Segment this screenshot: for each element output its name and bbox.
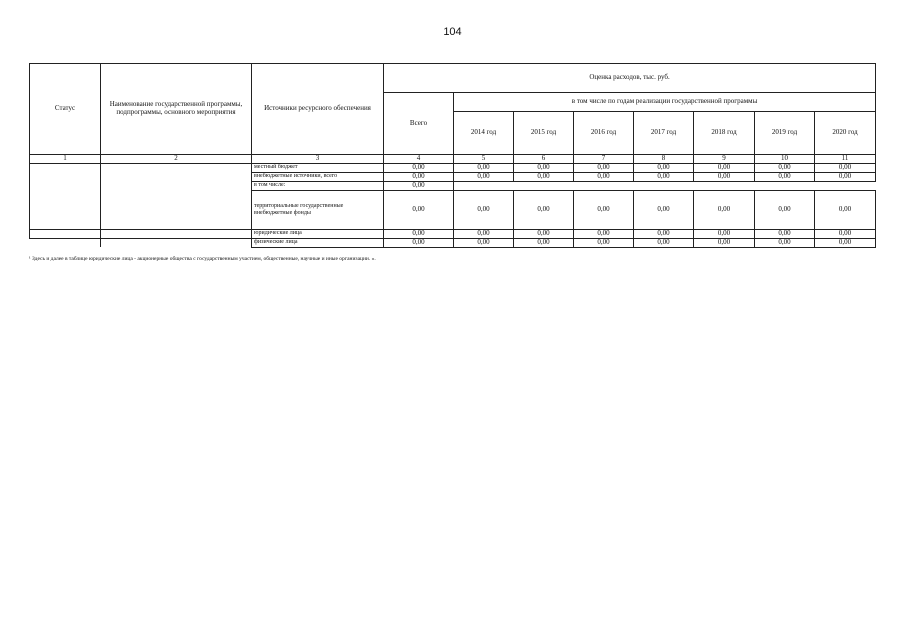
value-cell: 0,00 bbox=[514, 238, 574, 247]
resource-table bbox=[29, 63, 876, 248]
value-cell: 0,00 bbox=[574, 190, 634, 229]
header-year: 2014 год bbox=[454, 112, 514, 155]
column-number: 7 bbox=[574, 155, 634, 164]
value-cell: 0,00 bbox=[694, 229, 755, 238]
value-cell: 0,00 bbox=[514, 229, 574, 238]
value-cell: 0,00 bbox=[755, 163, 815, 172]
value-cell: 0,00 bbox=[384, 238, 454, 247]
value-cell: 0,00 bbox=[574, 229, 634, 238]
name-cell bbox=[101, 238, 252, 247]
column-number: 4 bbox=[384, 155, 454, 164]
value-cell: 0,00 bbox=[574, 238, 634, 247]
header-year: 2015 год bbox=[514, 112, 574, 155]
value-cell: 0,00 bbox=[454, 172, 514, 181]
source-cell: местный бюджет bbox=[252, 163, 384, 172]
column-number: 10 bbox=[755, 155, 815, 164]
page-number: 104 bbox=[443, 26, 462, 38]
column-number: 5 bbox=[454, 155, 514, 164]
value-cell: 0,00 bbox=[815, 229, 876, 238]
header-year: 2018 год bbox=[694, 112, 755, 155]
header-sources: Источники ресурсного обеспечения bbox=[252, 64, 384, 155]
value-cell: 0,00 bbox=[634, 172, 694, 181]
value-cell: 0,00 bbox=[634, 229, 694, 238]
empty-cell bbox=[454, 181, 876, 190]
value-cell: 0,00 bbox=[634, 190, 694, 229]
value-cell: 0,00 bbox=[815, 190, 876, 229]
header-year: 2020 год bbox=[815, 112, 876, 155]
value-cell: 0,00 bbox=[574, 163, 634, 172]
value-cell: 0,00 bbox=[755, 238, 815, 247]
value-cell: 0,00 bbox=[384, 172, 454, 181]
value-cell: 0,00 bbox=[454, 238, 514, 247]
value-cell: 0,00 bbox=[815, 172, 876, 181]
value-cell: 0,00 bbox=[454, 163, 514, 172]
status-cell bbox=[30, 238, 101, 247]
header-year: 2019 год bbox=[755, 112, 815, 155]
value-cell: 0,00 bbox=[514, 163, 574, 172]
value-cell: 0,00 bbox=[634, 238, 694, 247]
footnote: ¹ Здесь и далее в таблице юридические лица - акционерные общества с государственным участием, общественные, научные и иные организации. ». bbox=[29, 256, 376, 262]
header-status: Статус bbox=[30, 64, 101, 155]
value-cell: 0,00 bbox=[384, 190, 454, 229]
column-number: 8 bbox=[634, 155, 694, 164]
header-name: Наименование государственной программы, подпрограммы, основного мероприятия bbox=[101, 64, 252, 155]
column-number: 3 bbox=[252, 155, 384, 164]
header-total: Всего bbox=[384, 93, 454, 155]
value-cell: 0,00 bbox=[384, 181, 454, 190]
column-number: 6 bbox=[514, 155, 574, 164]
name-cell bbox=[101, 229, 252, 238]
column-number: 1 bbox=[30, 155, 101, 164]
value-cell: 0,00 bbox=[694, 190, 755, 229]
column-number: 9 bbox=[694, 155, 755, 164]
name-cell bbox=[101, 163, 252, 229]
value-cell: 0,00 bbox=[694, 238, 755, 247]
header-estimate: Оценка расходов, тыс. руб. bbox=[384, 64, 876, 93]
value-cell: 0,00 bbox=[815, 238, 876, 247]
value-cell: 0,00 bbox=[694, 172, 755, 181]
value-cell: 0,00 bbox=[384, 229, 454, 238]
header-by-years: в том числе по годам реализации государственной программы bbox=[454, 93, 876, 112]
value-cell: 0,00 bbox=[755, 229, 815, 238]
value-cell: 0,00 bbox=[454, 229, 514, 238]
source-cell: юридические лица bbox=[252, 229, 384, 238]
value-cell: 0,00 bbox=[514, 172, 574, 181]
header-year: 2017 год bbox=[634, 112, 694, 155]
column-number: 11 bbox=[815, 155, 876, 164]
source-cell: физические лица bbox=[252, 238, 384, 247]
value-cell: 0,00 bbox=[454, 190, 514, 229]
status-cell bbox=[30, 229, 101, 238]
source-cell: в том числе: bbox=[252, 181, 384, 190]
value-cell: 0,00 bbox=[755, 190, 815, 229]
value-cell: 0,00 bbox=[694, 163, 755, 172]
source-cell: территориальные государственные внебюджетные фонды bbox=[252, 190, 384, 229]
value-cell: 0,00 bbox=[755, 172, 815, 181]
header-year: 2016 год bbox=[574, 112, 634, 155]
value-cell: 0,00 bbox=[634, 163, 694, 172]
value-cell: 0,00 bbox=[384, 163, 454, 172]
column-number: 2 bbox=[101, 155, 252, 164]
value-cell: 0,00 bbox=[514, 190, 574, 229]
status-cell bbox=[30, 163, 101, 229]
value-cell: 0,00 bbox=[574, 172, 634, 181]
source-cell: внебюджетные источники, всего bbox=[252, 172, 384, 181]
value-cell: 0,00 bbox=[815, 163, 876, 172]
